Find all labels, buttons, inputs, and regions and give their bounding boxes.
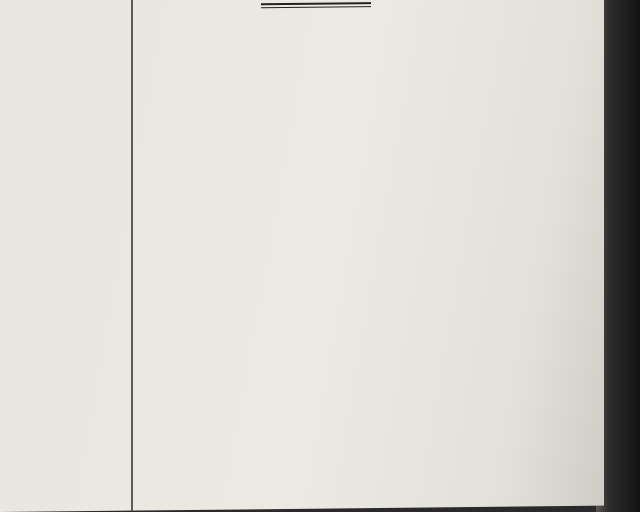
section-heading — [135, 12, 515, 36]
right-column — [135, 0, 515, 40]
column-rule — [131, 0, 133, 511]
heading-double-rule — [261, 2, 371, 8]
chronicle-articles — [135, 36, 515, 40]
